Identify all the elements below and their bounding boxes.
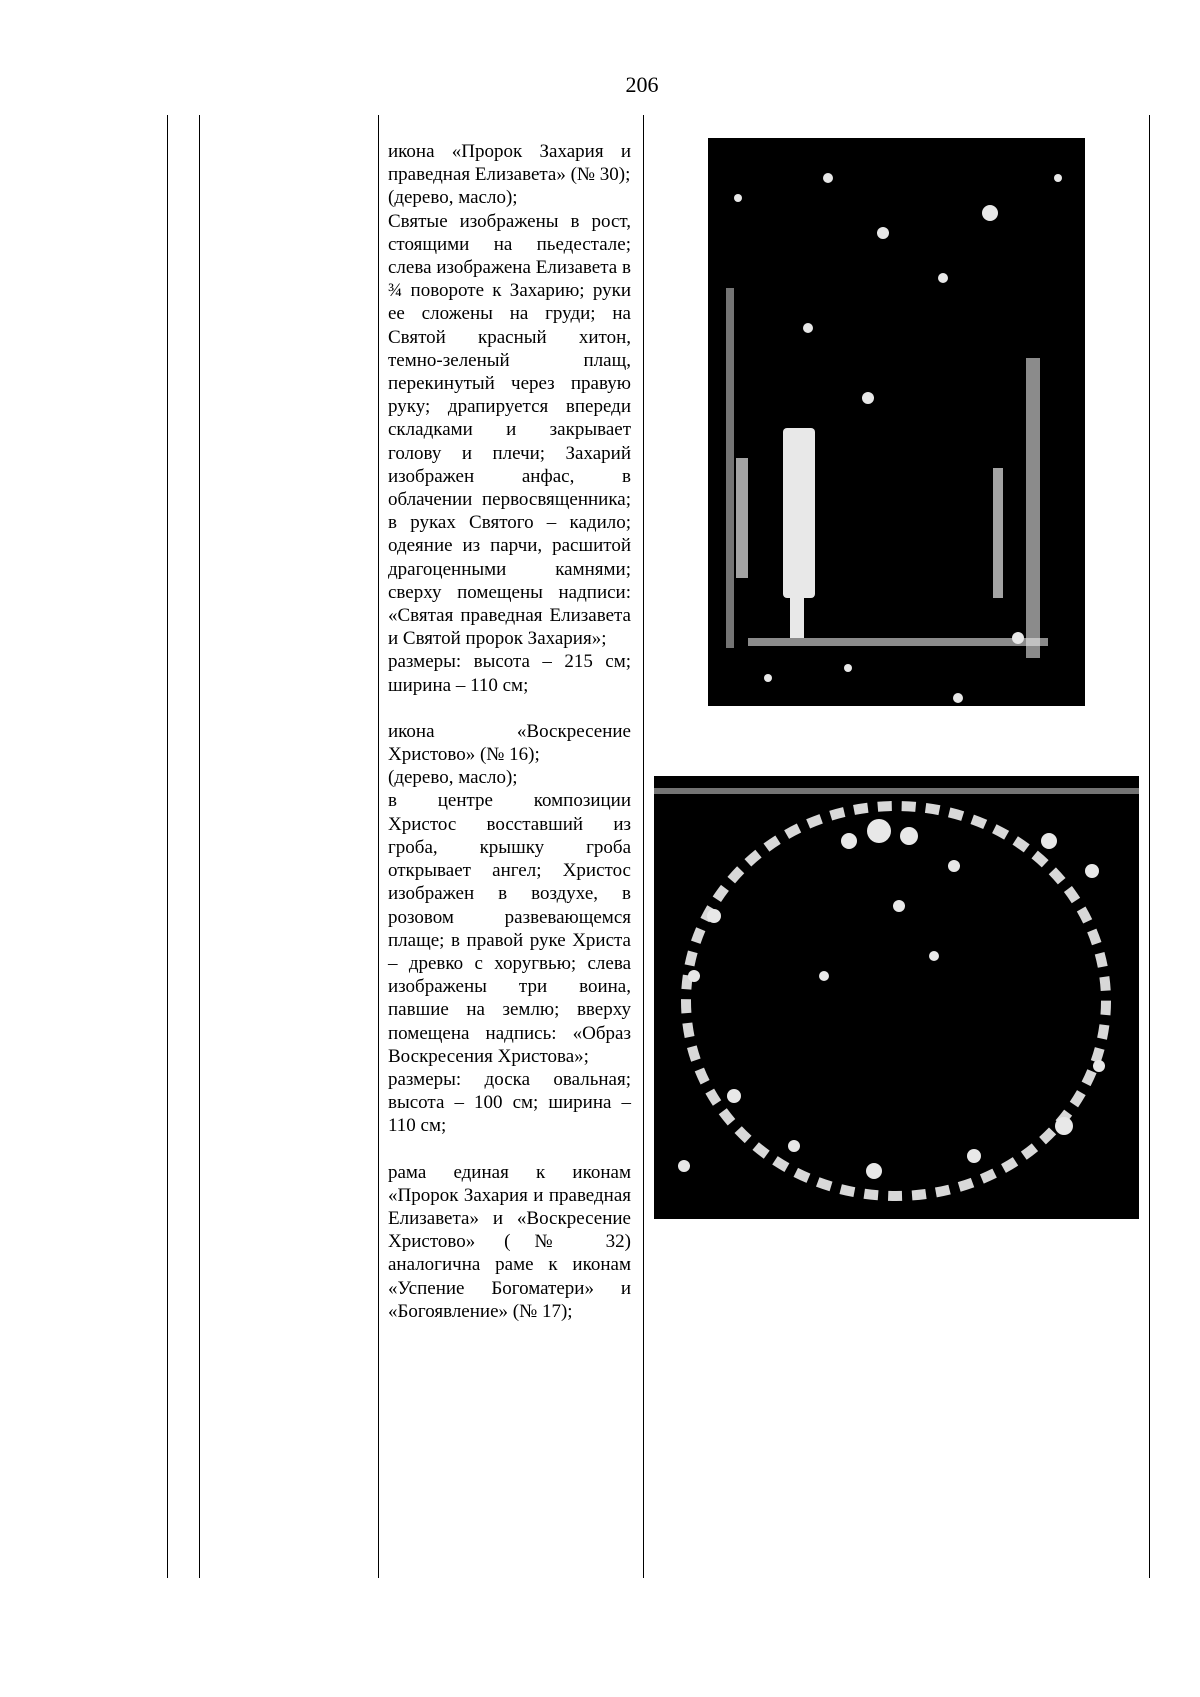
entry-dimensions: размеры: высота – 215 см; ширина – 110 см; bbox=[388, 651, 631, 696]
description-column bbox=[388, 140, 631, 1323]
entry-title: икона «Воскресение Христово» (№ 16); bbox=[388, 720, 631, 766]
table-border-right bbox=[1149, 115, 1150, 1578]
entry-title: икона «Пророк Захария и праведная Елизавета» (№ 30); bbox=[388, 141, 631, 186]
table-border-col2 bbox=[199, 115, 200, 1578]
entry-description: Святые изображены в рост, стоящими на пьедестале; слева изображена Елизавета в ¾ повороте к Захарию; руки ее сложены на груди; на Святой красный хитон, темно-зеленый плащ, перекинутый через правую руку; драпируется впереди складками и закрывает голову и плечи; Захарий изображен анфас, в облачении первосвященника; в руках Святого – кадило; одеяние из парчи, расшитой драгоценными камнями; сверху помещены надписи: «Святая праведная Елизавета и Святой пророк Захария»; bbox=[388, 210, 631, 650]
entry-description: в центре композиции Христос восставший из гроба, крышку гроба открывает ангел; Христос изображен в воздухе, в розовом развевающемся плаще; в правой руке Христа – древко с хоругвью; слева изображены три воина, павшие на землю; вверху помещена надпись: «Образ Воскресения Христова»; bbox=[388, 790, 631, 1067]
entry-dimensions: размеры: доска овальная; высота – 100 см; ширина – 110 см; bbox=[388, 1068, 631, 1137]
entry-description: рама единая к иконам «Пророк Захария и праведная Елизавета» и «Воскресение Христово» (№ 32) аналогична раме к иконам «Успение Богоматери» и «Богоявление» (№ 17); bbox=[388, 1161, 631, 1322]
page-number: 206 bbox=[625, 72, 659, 97]
photo-icon-zachariah-elizabeth bbox=[708, 138, 1085, 706]
photo-image bbox=[654, 776, 1139, 1219]
entry-zachariah-elizabeth bbox=[388, 140, 631, 697]
entry-resurrection bbox=[388, 720, 631, 1138]
table-border-left bbox=[167, 115, 168, 1578]
table-border-col3 bbox=[378, 115, 379, 1578]
table-border-col4 bbox=[643, 115, 644, 1578]
entry-material: (дерево, масло); bbox=[388, 767, 518, 789]
photo-image bbox=[708, 138, 1085, 706]
entry-frame bbox=[388, 1161, 631, 1323]
entry-material: (дерево, масло); bbox=[388, 187, 518, 209]
photo-icon-resurrection bbox=[654, 776, 1139, 1219]
